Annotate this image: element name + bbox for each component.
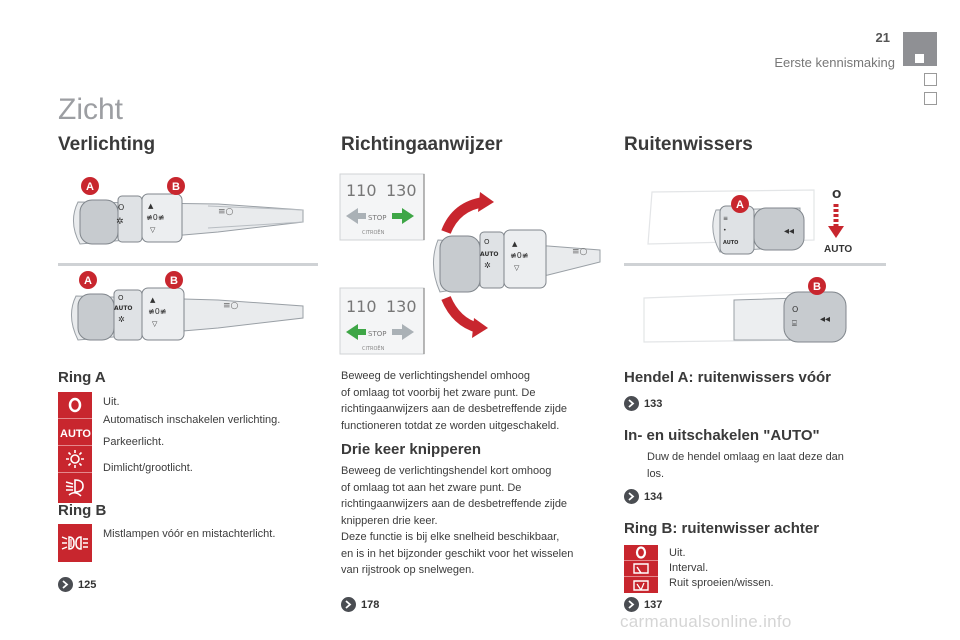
callout-b: B — [813, 281, 821, 293]
callout-b: B — [172, 181, 180, 193]
page-reference-link[interactable] — [341, 597, 379, 612]
rear-wiper-title: Ring B: ruitenwisser achter — [624, 520, 820, 537]
front-wiper-lever-illustration — [624, 180, 886, 262]
svg-text:O: O — [484, 238, 490, 246]
ring-a-title: Ring A — [58, 369, 106, 386]
ring-b-text: Mistlampen vóór en mistachterlicht. — [103, 528, 276, 540]
svg-text:AUTO: AUTO — [480, 251, 499, 258]
fog-lamps-icon — [58, 524, 92, 562]
lighting-auto-lever-illustration — [58, 270, 318, 355]
chevron-right-icon — [341, 597, 356, 612]
callout-a: A — [736, 199, 744, 211]
page-number: 21 — [875, 30, 890, 45]
svg-text:130: 130 — [386, 181, 417, 200]
off-icon — [624, 545, 658, 561]
chapter-tab[interactable] — [924, 73, 937, 86]
svg-text:▽: ▽ — [514, 264, 520, 272]
svg-text:≢0≢: ≢0≢ — [148, 307, 167, 316]
page-reference-number: 133 — [644, 397, 663, 410]
page-reference-link[interactable] — [58, 577, 96, 592]
ring-b-title: Ring B — [58, 502, 107, 519]
section-name: Eerste kennismaking — [774, 55, 895, 70]
svg-text:110: 110 — [346, 297, 377, 316]
svg-text:▲: ▲ — [512, 240, 518, 248]
page-reference-link[interactable] — [624, 597, 662, 612]
svg-text:≢0≢: ≢0≢ — [510, 251, 529, 260]
callout-b: B — [170, 275, 178, 287]
off-icon — [58, 392, 92, 419]
rear-wiper-item: Uit. — [669, 547, 686, 559]
divider — [58, 263, 318, 266]
wash-wipe-icon — [624, 577, 658, 593]
ring-a-symbol-strip — [58, 392, 92, 503]
svg-text:✲: ✲ — [118, 315, 125, 324]
svg-text:AUTO: AUTO — [114, 305, 133, 312]
auto-title: In- en uitschakelen "AUTO" — [624, 427, 820, 444]
svg-text:CITROËN: CITROËN — [362, 230, 385, 236]
watermark: carmanualsonline.info — [620, 612, 792, 631]
auto-label: AUTO — [824, 244, 853, 255]
intermittent-wipe-icon — [624, 561, 658, 577]
page-reference-number: 178 — [361, 598, 380, 611]
svg-text:AUTO: AUTO — [723, 240, 739, 246]
chevron-right-icon — [624, 396, 639, 411]
svg-text:◂◂: ◂◂ — [784, 226, 795, 237]
svg-text:◂◂: ◂◂ — [820, 314, 831, 325]
ring-a-item: Dimlicht/grootlicht. — [103, 462, 193, 474]
svg-text:▽: ▽ — [150, 226, 156, 234]
svg-text:110: 110 — [346, 181, 377, 200]
ring-a-item: Automatisch inschakelen verlichting. — [103, 414, 281, 426]
rear-wiper-symbol-strip — [624, 545, 658, 593]
callout-a: A — [86, 181, 94, 193]
auto-instruction: Duw de hendel omlaag en laat deze dan los. — [647, 451, 844, 480]
page-reference-link[interactable] — [624, 396, 662, 411]
svg-text:≡○: ≡○ — [572, 247, 588, 257]
indicators-title: Richtingaanwijzer — [341, 134, 503, 155]
svg-text:≢0≢: ≢0≢ — [146, 213, 165, 222]
lever-a-title: Hendel A: ruitenwissers vóór — [624, 369, 831, 386]
svg-text:≡: ≡ — [723, 215, 729, 222]
page-reference-number: 137 — [644, 598, 663, 611]
chevron-right-icon — [624, 489, 639, 504]
rear-wiper-lever-illustration — [624, 270, 886, 355]
chevron-right-icon — [58, 577, 73, 592]
page-title: Zicht — [58, 93, 124, 126]
svg-text:•: • — [723, 227, 727, 234]
wipers-title: Ruitenwissers — [624, 134, 753, 155]
parking-light-icon — [58, 446, 92, 473]
rear-wiper-item: Interval. — [669, 562, 709, 574]
ring-a-item: Parkeerlicht. — [103, 436, 165, 448]
svg-text:▲: ▲ — [150, 296, 156, 304]
auto-icon — [58, 419, 92, 446]
svg-text:O: O — [832, 188, 842, 201]
chapter-tab-active[interactable] — [903, 32, 937, 66]
callout-a: A — [84, 275, 92, 287]
indicators-intro: Beweeg de verlichtingshendel omhoog of omlaag tot voorbij het zware punt. De richtingaanwijzers aan de desbetreffende zijde functioneren totdat ze worden uitgeschakeld. — [341, 370, 568, 432]
svg-text:✲: ✲ — [116, 217, 124, 227]
svg-text:AUTO: AUTO — [60, 428, 91, 439]
page-reference-number: 134 — [644, 490, 663, 503]
svg-text:▲: ▲ — [148, 202, 154, 210]
ring-a-item: Uit. — [103, 396, 120, 408]
svg-text:▽: ▽ — [152, 320, 158, 328]
svg-text:O: O — [118, 294, 124, 302]
triple-flash-title: Drie keer knipperen — [341, 441, 482, 458]
page-reference-link[interactable] — [624, 489, 662, 504]
svg-text:≡○: ≡○ — [223, 301, 239, 311]
svg-text:130: 130 — [386, 297, 417, 316]
svg-text:CITROËN: CITROËN — [362, 346, 385, 352]
page-reference-number: 125 — [78, 578, 97, 591]
svg-text:✲: ✲ — [484, 261, 491, 270]
svg-text:O: O — [792, 305, 799, 314]
dipped-main-beam-icon — [58, 473, 92, 503]
svg-text:STOP: STOP — [368, 330, 387, 338]
rear-wiper-item: Ruit sproeien/wissen. — [669, 577, 774, 589]
svg-text:STOP: STOP — [368, 214, 387, 222]
triple-flash-text: Beweeg de verlichtingshendel kort omhoog of omlaag tot aan het zware punt. De richtingaanwijzers aan de desbetreffende zijde knipperen drie keer. Deze functie is bij elke snelheid beschikbaar, en is in het bijzonder geschikt voor het wisselen van rijstrook op snelwegen. — [341, 465, 574, 576]
divider — [624, 263, 886, 266]
lighting-lever-illustration — [58, 172, 318, 262]
indicator-lever-illustration — [328, 170, 603, 360]
svg-text:O: O — [118, 203, 125, 212]
chevron-right-icon — [624, 597, 639, 612]
svg-text:⌸: ⌸ — [792, 319, 797, 328]
svg-text:≡○: ≡○ — [218, 207, 234, 217]
chapter-tab[interactable] — [924, 92, 937, 105]
lighting-title: Verlichting — [58, 134, 156, 155]
